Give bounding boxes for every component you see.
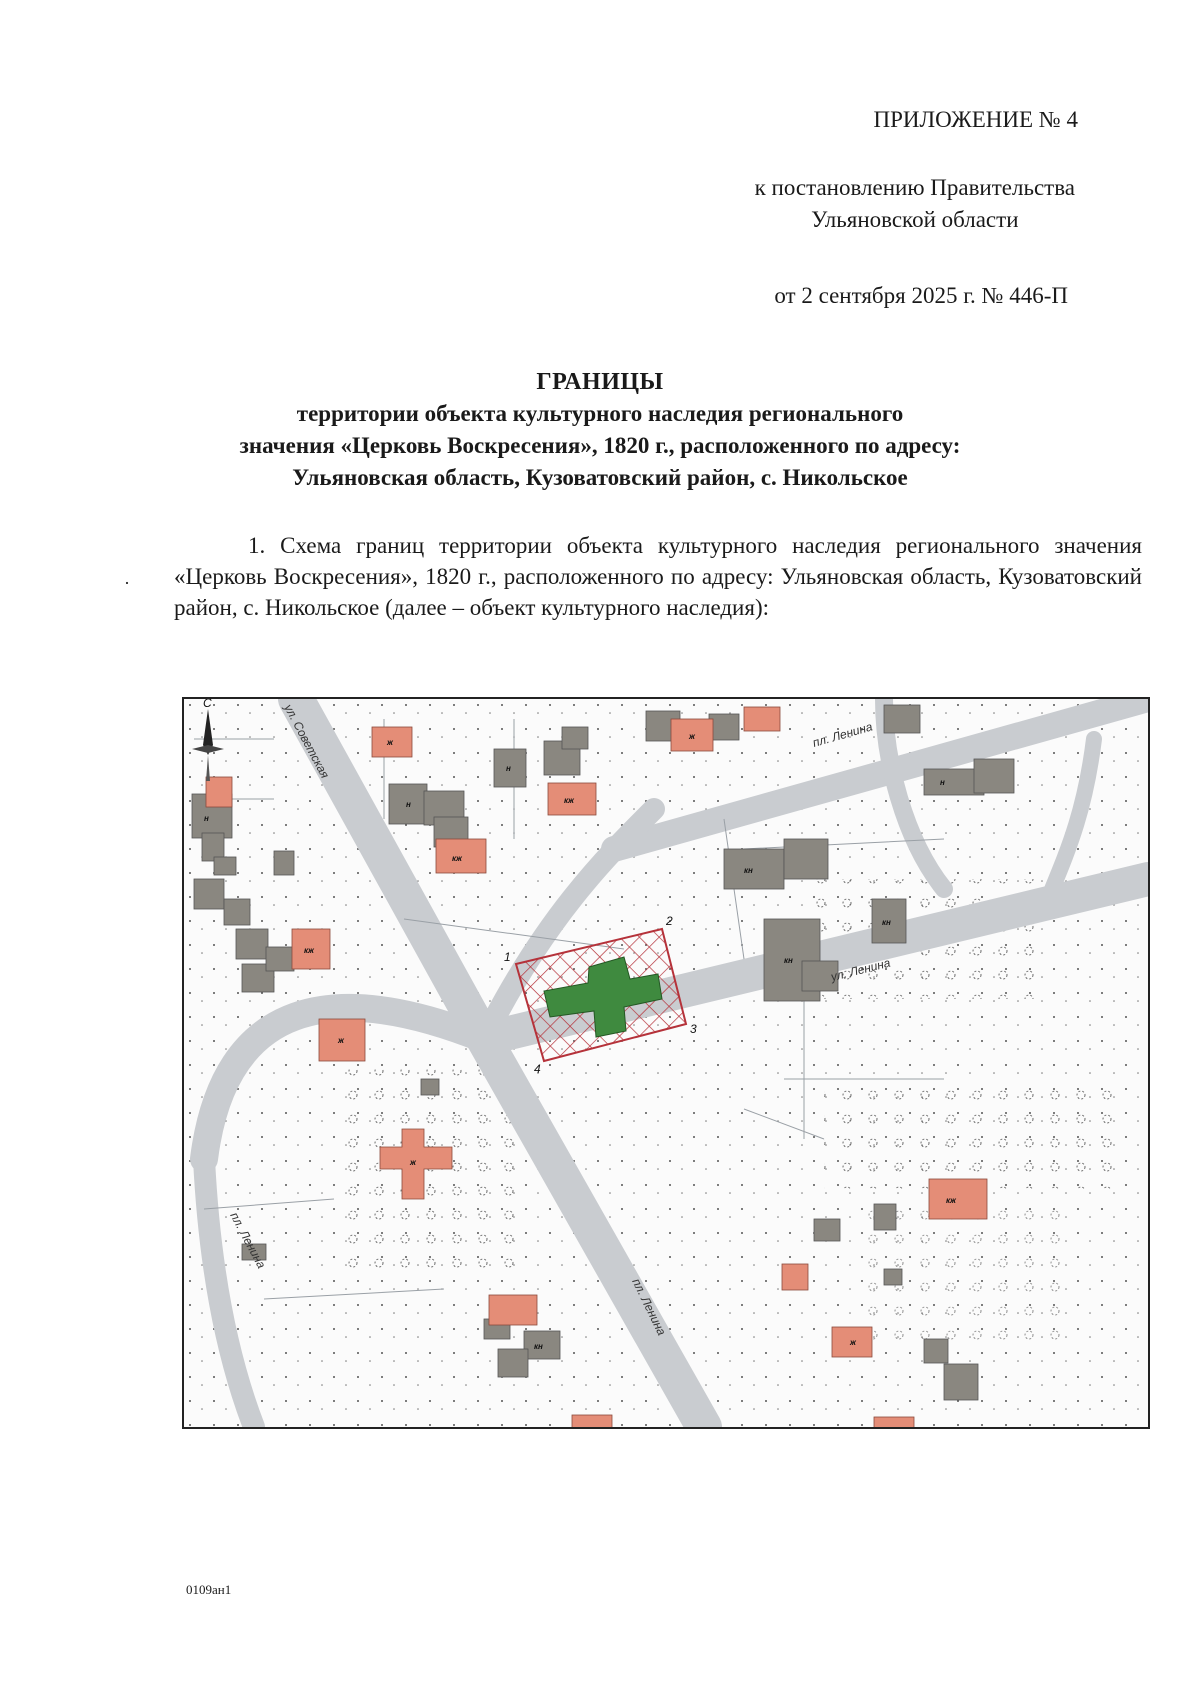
building-zh-9: [489, 1295, 537, 1325]
footer-code: 0109ан1: [186, 1582, 232, 1597]
title-line-2: территории объекта культурного наследия регионального: [296, 401, 904, 426]
section-1-paragraph: 1. Схема границ территории объекта культурного наследия регионального значения «Церковь Воскресения», 1820 г., расположенного по адресу: Ульяновская область, Кузоватовский район, с. Никольское (далее – объект культурного наследия):: [174, 533, 1142, 620]
building-zh-4: [744, 707, 780, 731]
building-n-26: [924, 1339, 948, 1363]
title-line-4: Ульяновская область, Кузоватовский район, с. Никольское: [292, 465, 908, 490]
decree-date: от 2 сентября 2025 г. № 446-П: [774, 283, 1068, 308]
point-1-label: 1: [504, 950, 511, 964]
building-label: ж: [689, 732, 695, 741]
point-3-label: 3: [690, 1022, 697, 1036]
building-zh-6: [782, 1264, 808, 1290]
building-n-11: [974, 759, 1014, 793]
building-label: ж: [338, 1036, 344, 1045]
building-n-15: [194, 879, 224, 909]
building-zh-1: [206, 777, 232, 807]
building-n-14: [214, 857, 236, 875]
building-label: кн: [784, 956, 793, 965]
building-label: ж: [850, 1338, 856, 1347]
building-kn-6: [421, 1079, 439, 1095]
tree-area-se: [824, 1079, 1124, 1189]
street-label-sovetskaya: ул. Советская: [281, 701, 333, 781]
boundary-map: [182, 697, 1150, 1429]
building-n-8: [709, 714, 739, 740]
building-n-19: [274, 851, 294, 875]
building-n-20: [266, 947, 294, 971]
street-label-lenina-street: ул. Ленина: [829, 955, 892, 984]
map-svg: [184, 699, 1148, 1427]
appendix-number: ПРИЛОЖЕНИЕ № 4: [873, 107, 1078, 132]
building-n-9: [884, 705, 920, 733]
compass-north-label: С: [203, 699, 212, 710]
decree-line-1: к постановлению Правительства: [754, 175, 1075, 200]
title-line-3: значения «Церковь Воскресения», 1820 г., расположенного по адресу:: [239, 433, 961, 458]
building-label: кж: [452, 854, 462, 863]
decree-reference: [755, 172, 1075, 236]
building-n-27: [944, 1364, 978, 1400]
building-kn-2: [784, 839, 828, 879]
building-n-6: [562, 727, 588, 749]
document-title: [0, 366, 1200, 494]
building-label: н: [940, 778, 945, 787]
building-label: кж: [564, 796, 574, 805]
decree-line-2: Ульяновской области: [811, 207, 1019, 232]
point-2-label: 2: [666, 914, 673, 928]
building-zh-8: [874, 1417, 914, 1427]
building-n-23: [498, 1349, 528, 1377]
building-label: кж: [304, 946, 314, 955]
building-label: кн: [534, 1342, 543, 1351]
building-label: кн: [882, 918, 891, 927]
margin-dot: ·: [124, 573, 130, 593]
building-label: кн: [744, 866, 753, 875]
building-n-28: [884, 1269, 902, 1285]
building-label: н: [204, 814, 209, 823]
building-n-17: [236, 929, 268, 959]
building-label: ж: [387, 738, 393, 747]
building-zh-10: [572, 1415, 612, 1427]
building-label: н: [406, 800, 411, 809]
building-n-24: [814, 1219, 840, 1241]
street-label-lenina-left: пл. Ленина: [227, 1209, 269, 1271]
street-label-lenina-top: пл. Ленина: [810, 719, 874, 750]
building-n-16: [224, 899, 250, 925]
building-n-25: [874, 1204, 896, 1230]
building-label: ж: [410, 1158, 416, 1167]
title-line-1: ГРАНИЦЫ: [536, 369, 664, 395]
building-kn-1: [724, 849, 784, 889]
street-label-lenina-bottom: пл. Ленина: [629, 1276, 669, 1338]
building-kzh-4: [929, 1179, 987, 1219]
point-4-label: 4: [534, 1062, 541, 1076]
building-label: н: [506, 764, 511, 773]
building-label: кж: [946, 1196, 956, 1205]
